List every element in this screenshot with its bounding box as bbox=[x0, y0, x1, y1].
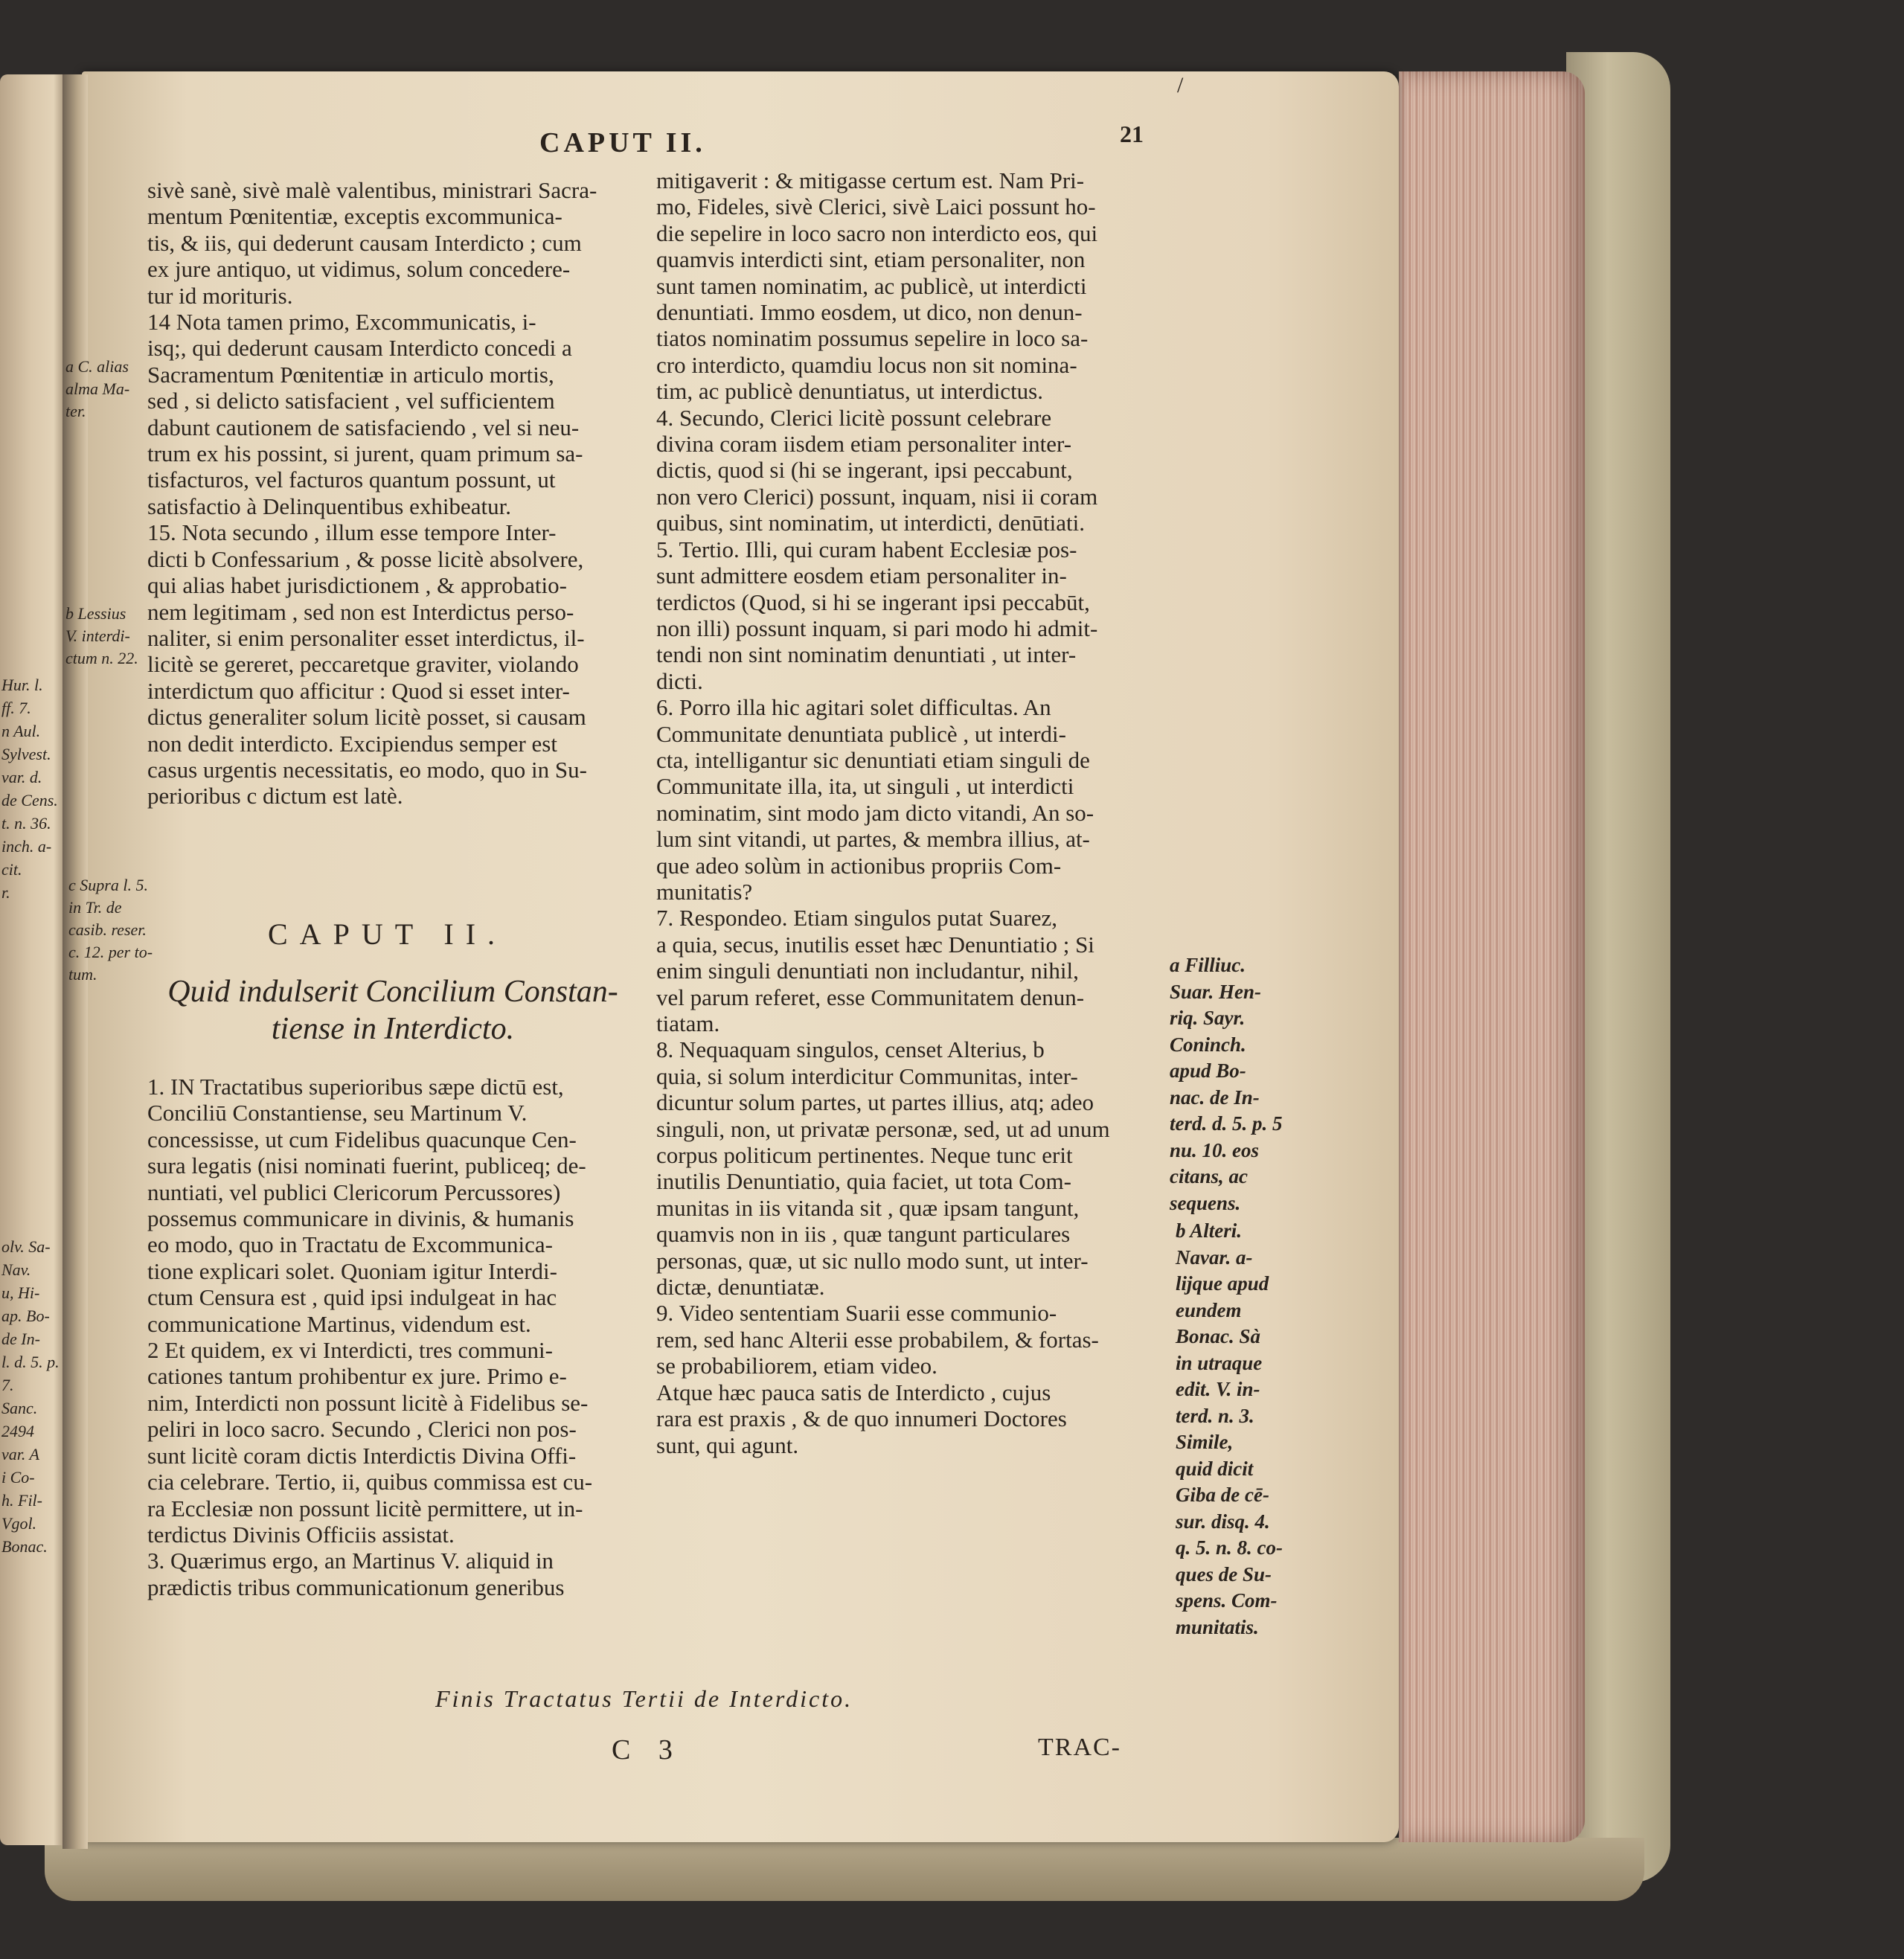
margin-line: Navar. a- bbox=[1176, 1245, 1253, 1269]
text-line: 15. Nota secundo , illum esse tempore Inter- bbox=[147, 519, 557, 546]
margin-line: sur. disq. 4. bbox=[1176, 1510, 1270, 1533]
text-line: mentum Pœnitentiæ, exceptis excommunica- bbox=[147, 203, 562, 230]
text-line: licitè se gereret, peccaretque graviter, violando bbox=[147, 651, 579, 678]
text-line: perioribus c dictum est latè. bbox=[147, 783, 403, 809]
chapter-heading: CAPUT II. bbox=[268, 917, 507, 951]
text-line: 7. Respondeo. Etiam singulos putat Suarez, bbox=[656, 905, 1057, 932]
margin-line: c. 12. per to- bbox=[68, 943, 153, 961]
fragment-line: Sanc. bbox=[1, 1399, 38, 1417]
fragment-line: i Co- bbox=[1, 1468, 35, 1487]
fragment-line: de Cens. bbox=[1, 791, 58, 809]
text-line: non dedit interdicto. Excipiendus semper est bbox=[147, 730, 557, 757]
fragment-line: r. bbox=[1, 883, 10, 902]
text-line: 8. Nequaquam singulos, censet Alterius, b bbox=[656, 1036, 1045, 1063]
text-line: ctum Censura est , quid ipsi indulgeat in hac bbox=[147, 1284, 557, 1311]
text-line: rem, sed hanc Alterii esse probabilem, & fortas- bbox=[656, 1326, 1099, 1353]
margin-line: Simile, bbox=[1176, 1431, 1234, 1453]
margin-note-left-a bbox=[65, 356, 129, 423]
margin-line: Suar. Hen- bbox=[1170, 980, 1262, 1003]
margin-line: lijque apud bbox=[1176, 1272, 1269, 1295]
text-line: possemus communicare in divinis, & humanis bbox=[147, 1205, 574, 1232]
text-line: que adeo solùm in actionibus propriis Com- bbox=[656, 852, 1062, 879]
text-line: quibus, sint nominatim, ut interdicti, denūtiati. bbox=[656, 510, 1086, 536]
text-line: dicuntur solum partes, ut partes illius, atq; adeo bbox=[656, 1089, 1094, 1116]
margin-line: eundem bbox=[1176, 1298, 1242, 1321]
text-line: dictus generaliter solum licitè posset, si causam bbox=[147, 704, 586, 731]
text-line: 1. IN Tractatibus superioribus sæpe dictū est, bbox=[147, 1074, 564, 1100]
text-line: prædictis tribus communicationum generibus bbox=[147, 1574, 565, 1600]
fragment-line: Nav. bbox=[1, 1260, 31, 1279]
margin-note-right-a bbox=[1170, 952, 1283, 1216]
text-line: naliter, si enim personaliter esset interdictus, il- bbox=[147, 624, 585, 651]
fragment-line: h. Fil- bbox=[1, 1491, 42, 1510]
facing-page-fragments-top bbox=[1, 673, 58, 904]
text-line: mo, Fideles, sivè Clerici, sivè Laici possunt ho- bbox=[656, 193, 1096, 220]
running-head: CAPUT II. bbox=[539, 127, 706, 158]
text-line: cia celebrare. Tertio, ii, quibus commissa est cu- bbox=[147, 1469, 593, 1495]
fragment-line: 2494 bbox=[1, 1422, 34, 1440]
text-line: rara est praxis , & de quo innumeri Doctores bbox=[656, 1405, 1067, 1432]
text-line: Communitate illa, ita, ut singuli , ut interdicti bbox=[656, 773, 1074, 800]
fragment-line: cit. bbox=[1, 860, 22, 879]
fragment-line: Bonac. bbox=[1, 1537, 48, 1556]
margin-line: a C. alias bbox=[65, 357, 129, 376]
margin-line: ter. bbox=[65, 402, 86, 420]
fragment-line: u, Hi- bbox=[1, 1283, 40, 1302]
text-line: qui alias habet jurisdictionem , & approbatio- bbox=[147, 572, 567, 599]
text-line: dicti b Confessarium , & posse licitè absolvere, bbox=[147, 545, 584, 572]
text-line: interdictum quo afficitur : Quod si esset inter- bbox=[147, 677, 570, 704]
text-line: dictis, quod si (hi se ingerant, ipsi peccabunt, bbox=[656, 457, 1073, 484]
finis-line: Finis Tractatus Tertii de Interdicto. bbox=[435, 1685, 853, 1712]
text-line: dabunt cautionem de satisfaciendo , vel si neu- bbox=[147, 414, 580, 440]
page-edges bbox=[1399, 71, 1585, 1842]
chapter-title-line: Quid indulserit Concilium Constan- bbox=[167, 975, 618, 1009]
text-line: nem legitimam , sed non est Interdictus perso- bbox=[147, 598, 574, 625]
fragment-line: var. A bbox=[1, 1445, 39, 1463]
margin-line: tum. bbox=[68, 965, 97, 984]
text-line: 14 Nota tamen primo, Excommunicatis, i- bbox=[147, 309, 536, 336]
chapter-title-line: tiense in Interdicto. bbox=[271, 1012, 515, 1046]
text-line: inutilis Denuntiatio, quia faciet, ut tota Com- bbox=[656, 1168, 1071, 1195]
margin-line: terd. d. 5. p. 5 bbox=[1170, 1112, 1283, 1135]
facing-page-fragments-bottom bbox=[1, 1235, 60, 1558]
margin-line: quid dicit bbox=[1176, 1457, 1254, 1480]
text-line: tiatos nominatim possumus sepelire in loco sa- bbox=[656, 325, 1089, 352]
text-line: divina coram iisdem etiam personaliter inter- bbox=[656, 431, 1072, 458]
text-line: non illi) possunt inquam, si pari modo hi admit- bbox=[656, 615, 1098, 641]
fragment-line: Sylvest. bbox=[1, 745, 51, 763]
catchword: TRAC- bbox=[1038, 1734, 1121, 1761]
margin-line: nac. de In- bbox=[1170, 1086, 1260, 1109]
margin-line: Giba de cē- bbox=[1176, 1484, 1269, 1506]
text-line: nominatim, sint modo jam dicto vitandi, An so- bbox=[656, 799, 1094, 826]
fragment-line: ff. 7. bbox=[1, 699, 31, 717]
text-line: tione explicari solet. Quoniam igitur Interdi- bbox=[147, 1257, 557, 1284]
fragment-line: olv. Sa- bbox=[1, 1237, 51, 1256]
fragment-line: ap. Bo- bbox=[1, 1306, 50, 1325]
text-line: singuli, non, ut privatæ personæ, sed, ut ad unum bbox=[656, 1115, 1110, 1142]
text-line: tis, & iis, qui dederunt causam Interdicto ; cum bbox=[147, 229, 582, 256]
left-column-lower bbox=[147, 1074, 592, 1600]
corner-mark: / bbox=[1177, 73, 1184, 97]
text-line: tim, ac publicè denuntiatus, ut interdictus. bbox=[656, 378, 1043, 405]
text-line: personas, quæ, ut sic nullo modo sunt, ut inter- bbox=[656, 1247, 1089, 1274]
fragment-line: var. d. bbox=[1, 768, 42, 786]
text-line: enim singuli denuntiati non includantur, nihil, bbox=[656, 958, 1079, 984]
text-line: Conciliū Constantiense, seu Martinum V. bbox=[147, 1100, 528, 1126]
text-line: denuntiati. Immo eosdem, ut dico, non denun- bbox=[656, 299, 1083, 326]
text-line: tur id morituris. bbox=[147, 282, 293, 309]
margin-line: sequens. bbox=[1170, 1191, 1241, 1214]
fragment-line: n Aul. bbox=[1, 722, 41, 740]
text-line: corpus politicum pertinentes. Neque tunc erit bbox=[656, 1142, 1073, 1169]
text-line: eo modo, quo in Tractatu de Excommunica- bbox=[147, 1231, 553, 1258]
text-line: dictæ, denuntiatæ. bbox=[656, 1274, 825, 1301]
text-line: quamvis interdicti sint, etiam personaliter, non bbox=[656, 246, 1086, 273]
margin-line: c Supra l. 5. bbox=[68, 876, 148, 894]
text-line: nim, Interdicti non possunt licitè à Fidelibus se- bbox=[147, 1389, 589, 1416]
margin-line: munitatis. bbox=[1176, 1615, 1259, 1638]
text-line: sura legatis (nisi nominati fuerint, publiceq; de- bbox=[147, 1152, 586, 1179]
text-line: sunt admittere eosdem etiam personaliter in- bbox=[656, 562, 1067, 589]
text-line: dicti. bbox=[656, 667, 703, 694]
text-line: sed , si delicto satisfacient , vel sufficientem bbox=[147, 388, 555, 414]
text-line: nuntiati, vel publici Clericorum Percussores) bbox=[147, 1179, 561, 1205]
text-line: trum ex his possint, si jurent, quam primum sa- bbox=[147, 440, 583, 467]
text-line: munitatis? bbox=[656, 878, 753, 905]
margin-line: nu. 10. eos bbox=[1170, 1138, 1260, 1161]
text-line: munitas in iis vitanda sit , quæ ipsam tangunt, bbox=[656, 1194, 1080, 1221]
text-line: quamvis non in iis , quæ tangunt particulares bbox=[656, 1221, 1071, 1248]
margin-line: V. interdi- bbox=[65, 626, 130, 645]
margin-line: Bonac. Sà bbox=[1176, 1325, 1261, 1347]
text-line: concessisse, ut cum Fidelibus quacunque Cen- bbox=[147, 1126, 577, 1152]
text-line: 4. Secundo, Clerici licitè possunt celebrare bbox=[656, 404, 1052, 431]
text-line: tisfacturos, vel facturos quantum possunt, ut bbox=[147, 466, 556, 493]
chapter-title bbox=[147, 973, 638, 1048]
fragment-line: inch. a- bbox=[1, 837, 52, 856]
margin-line: apud Bo- bbox=[1170, 1059, 1246, 1082]
text-line: 6. Porro illa hic agitari solet difficultas. An bbox=[656, 694, 1051, 721]
left-column bbox=[147, 177, 597, 809]
text-line: tiatam. bbox=[656, 1010, 720, 1036]
text-line: 9. Video sententiam Suarii esse communio- bbox=[656, 1300, 1057, 1327]
text-line: Atque hæc pauca satis de Interdicto , cujus bbox=[656, 1379, 1051, 1405]
margin-line: b Alteri. bbox=[1176, 1219, 1243, 1242]
text-line: Sacramentum Pœnitentiæ in articulo mortis, bbox=[147, 361, 554, 388]
margin-line: alma Ma- bbox=[65, 379, 130, 398]
text-line: cationes tantum prohibentur ex jure. Primo e- bbox=[147, 1363, 567, 1390]
margin-note-left-b bbox=[65, 603, 138, 670]
bottom-board bbox=[45, 1838, 1644, 1901]
margin-line: q. 5. n. 8. co- bbox=[1176, 1536, 1283, 1559]
margin-line: a Filliuc. bbox=[1170, 954, 1246, 976]
margin-note-left-c bbox=[68, 874, 153, 986]
text-line: vel parum referet, esse Communitatem denun- bbox=[656, 984, 1085, 1010]
text-line: peliri in loco sacro. Secundo , Clerici non pos- bbox=[147, 1416, 577, 1443]
text-line: a quia, secus, inutilis esset hæc Denuntiatio ; Si bbox=[656, 931, 1094, 958]
text-line: 5. Tertio. Illi, qui curam habent Ecclesiæ pos- bbox=[656, 536, 1077, 562]
text-line: terdictus Divinis Officiis assistat. bbox=[147, 1521, 455, 1548]
margin-line: terd. n. 3. bbox=[1176, 1404, 1254, 1427]
fragment-line: Vgol. bbox=[1, 1514, 37, 1533]
text-line: cta, intelligantur sic denuntiati etiam singuli de bbox=[656, 746, 1090, 773]
fragment-line: t. n. 36. bbox=[1, 814, 51, 833]
text-line: terdictos (Quod, si hi se ingerant ipsi peccabūt, bbox=[656, 589, 1090, 615]
margin-line: ctum n. 22. bbox=[65, 649, 138, 667]
text-line: ra Ecclesiæ non possunt licitè permittere, ut in- bbox=[147, 1495, 583, 1522]
text-line: mitigaverit : & mitigasse certum est. Nam Pri- bbox=[656, 167, 1085, 193]
margin-line: b Lessius bbox=[65, 604, 126, 623]
margin-note-right-b bbox=[1176, 1218, 1283, 1641]
text-line: non vero Clerici) possunt, inquam, nisi ii coram bbox=[656, 483, 1098, 510]
fragment-line: l. d. 5. p. bbox=[1, 1353, 60, 1371]
text-line: casus urgentis necessitatis, eo modo, quo in Su- bbox=[147, 756, 587, 783]
text-line: 3. Quærimus ergo, an Martinus V. aliquid in bbox=[147, 1548, 554, 1574]
text-line: satisfactio à Delinquentibus exhibeatur. bbox=[147, 493, 511, 519]
text-line: isq;, qui dederunt causam Interdicto concedi a bbox=[147, 335, 572, 362]
text-line: sivè sanè, sivè malè valentibus, ministrari Sacra- bbox=[147, 177, 597, 203]
fragment-line: 7. bbox=[1, 1376, 14, 1394]
text-line: sunt licitè coram dictis Interdictis Divina Offi- bbox=[147, 1442, 577, 1469]
margin-line: Coninch. bbox=[1170, 1033, 1246, 1056]
text-line: quia, si solum interdicitur Communitas, inter- bbox=[656, 1062, 1078, 1089]
text-line: 2 Et quidem, ex vi Interdicti, tres communi- bbox=[147, 1337, 553, 1364]
right-column bbox=[656, 167, 1110, 1458]
text-line: lum sint vitandi, ut partes, & membra illius, at- bbox=[656, 826, 1090, 853]
text-line: se probabiliorem, etiam video. bbox=[656, 1353, 937, 1379]
signature-mark: C 3 bbox=[612, 1734, 683, 1766]
text-line: die sepelire in loco sacro non interdicto eos, qui bbox=[656, 219, 1098, 246]
text-line: cro interdicto, quamdiu locus non sit nomina- bbox=[656, 351, 1077, 378]
margin-line: riq. Sayr. bbox=[1170, 1007, 1246, 1029]
margin-line: in utraque bbox=[1176, 1351, 1263, 1374]
text-line: sunt tamen nominatim, ac publicè, ut interdicti bbox=[656, 272, 1087, 299]
margin-line: ques de Su- bbox=[1176, 1562, 1272, 1586]
text-line: sunt, qui agunt. bbox=[656, 1431, 799, 1458]
margin-line: in Tr. de bbox=[68, 898, 122, 917]
margin-line: spens. Com- bbox=[1176, 1589, 1278, 1612]
text-line: tendi non sint nominatim denuntiati , ut inter- bbox=[656, 641, 1077, 668]
margin-line: citans, ac bbox=[1170, 1165, 1248, 1187]
page-number: 21 bbox=[1120, 121, 1144, 147]
fragment-line: de In- bbox=[1, 1330, 40, 1348]
fragment-line: Hur. l. bbox=[1, 676, 43, 694]
text-line: Communitate denuntiata publicè , ut interdi- bbox=[656, 720, 1066, 747]
text-line: ex jure antiquo, ut vidimus, solum concedere- bbox=[147, 256, 571, 283]
margin-line: casib. reser. bbox=[68, 920, 147, 939]
margin-line: edit. V. in- bbox=[1176, 1378, 1260, 1400]
facing-page bbox=[0, 74, 67, 1845]
text-line: communicatione Martinus, videndum est. bbox=[147, 1310, 531, 1337]
